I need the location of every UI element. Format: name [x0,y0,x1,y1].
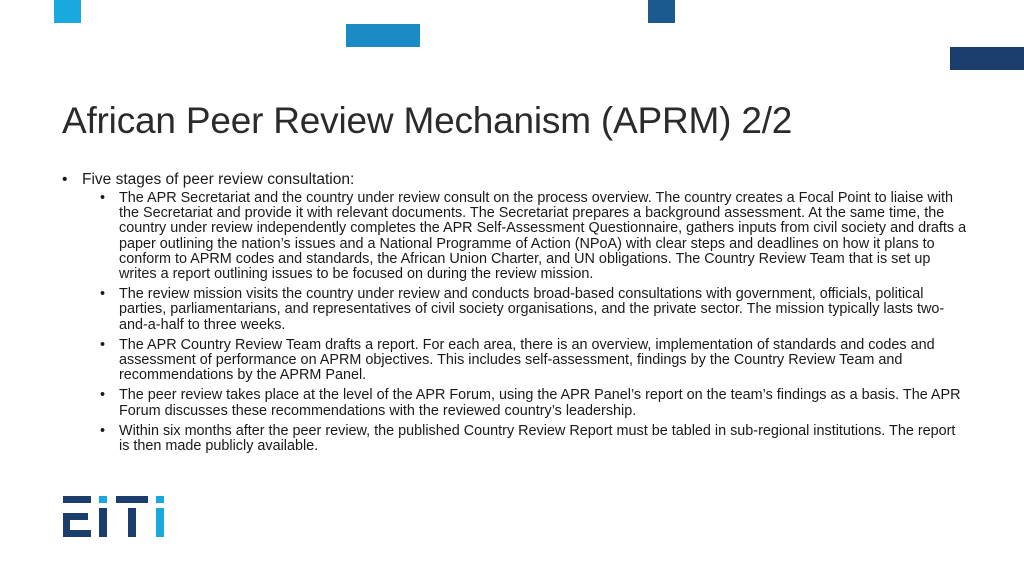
decorative-bar-steel [648,0,675,23]
stage-text: Within six months after the peer review, the published Country Review Report must be tabled in sub-regional institutions. The report is then made publicly available. [119,422,956,455]
logo-letter-t [116,496,148,537]
logo-letter-i-dot [99,496,107,503]
bullet-icon: • [100,190,106,206]
main-bullet-item [62,170,967,189]
decorative-bar-blue [346,24,420,47]
stage-item [62,424,967,454]
logo-letter-i [99,508,107,537]
logo-letter-e [63,496,91,537]
decorative-bar-cyan [54,0,81,23]
stage-text: The APR Country Review Team drafts a report. For each area, there is an overview, implementation of standards and codes and assessment of performance on APRM objectives. This includes self-assessment, findings by the Country Review Team and recommendations by the APRM Panel. [119,336,935,384]
stage-item [62,191,967,282]
stage-item [62,338,967,384]
bullet-icon: • [62,171,68,188]
stage-list [62,191,967,454]
bullet-icon: • [100,286,106,303]
stage-item [62,287,967,333]
stage-text: The review mission visits the country under review and conducts broad-based consultations with government, officials, political parties, parliamentarians, and representatives of civil society organisations, and the private sector. The mission typically lasts two-and-a-half to three weeks. [119,286,945,333]
slide-body [62,170,967,459]
stage-text: The APR Secretariat and the country under review consult on the process overview. The country creates a Focal Point to liaise with the Secretariat and provide it with relevant documents. The Secretariat prepares a background assessment. At the same time, the country under review independently completes the APR Self-Assessment Questionnaire, gathers inputs from civil society and drafts a paper outlining the nation’s issues and a National Programme of Action (NPoA) with clear steps and deadlines on how it plans to conform to APRM codes and standards, the African Union Charter, and UN obligations. The Country Review Team that is set up writes a report outlining issues to be focused on during the review mission. [119,190,967,283]
stage-text: The peer review takes place at the level of the APR Forum, using the APR Panel’s report on the team’s findings as a basis. The APR Forum discusses these recommendations with the reviewed country’s leadership. [119,387,961,419]
main-bullet-text: Five stages of peer review consultation: [82,171,355,188]
bullet-icon: • [100,387,106,404]
decorative-bar-navy [950,47,1024,70]
stage-item [62,388,967,418]
logo-letter-i [156,508,164,537]
eiti-logo [63,496,171,538]
logo-letter-i-dot [156,496,164,503]
bullet-icon: • [100,336,106,353]
bullet-icon: • [100,422,106,439]
slide-title: African Peer Review Mechanism (APRM) 2/2 [62,100,793,141]
